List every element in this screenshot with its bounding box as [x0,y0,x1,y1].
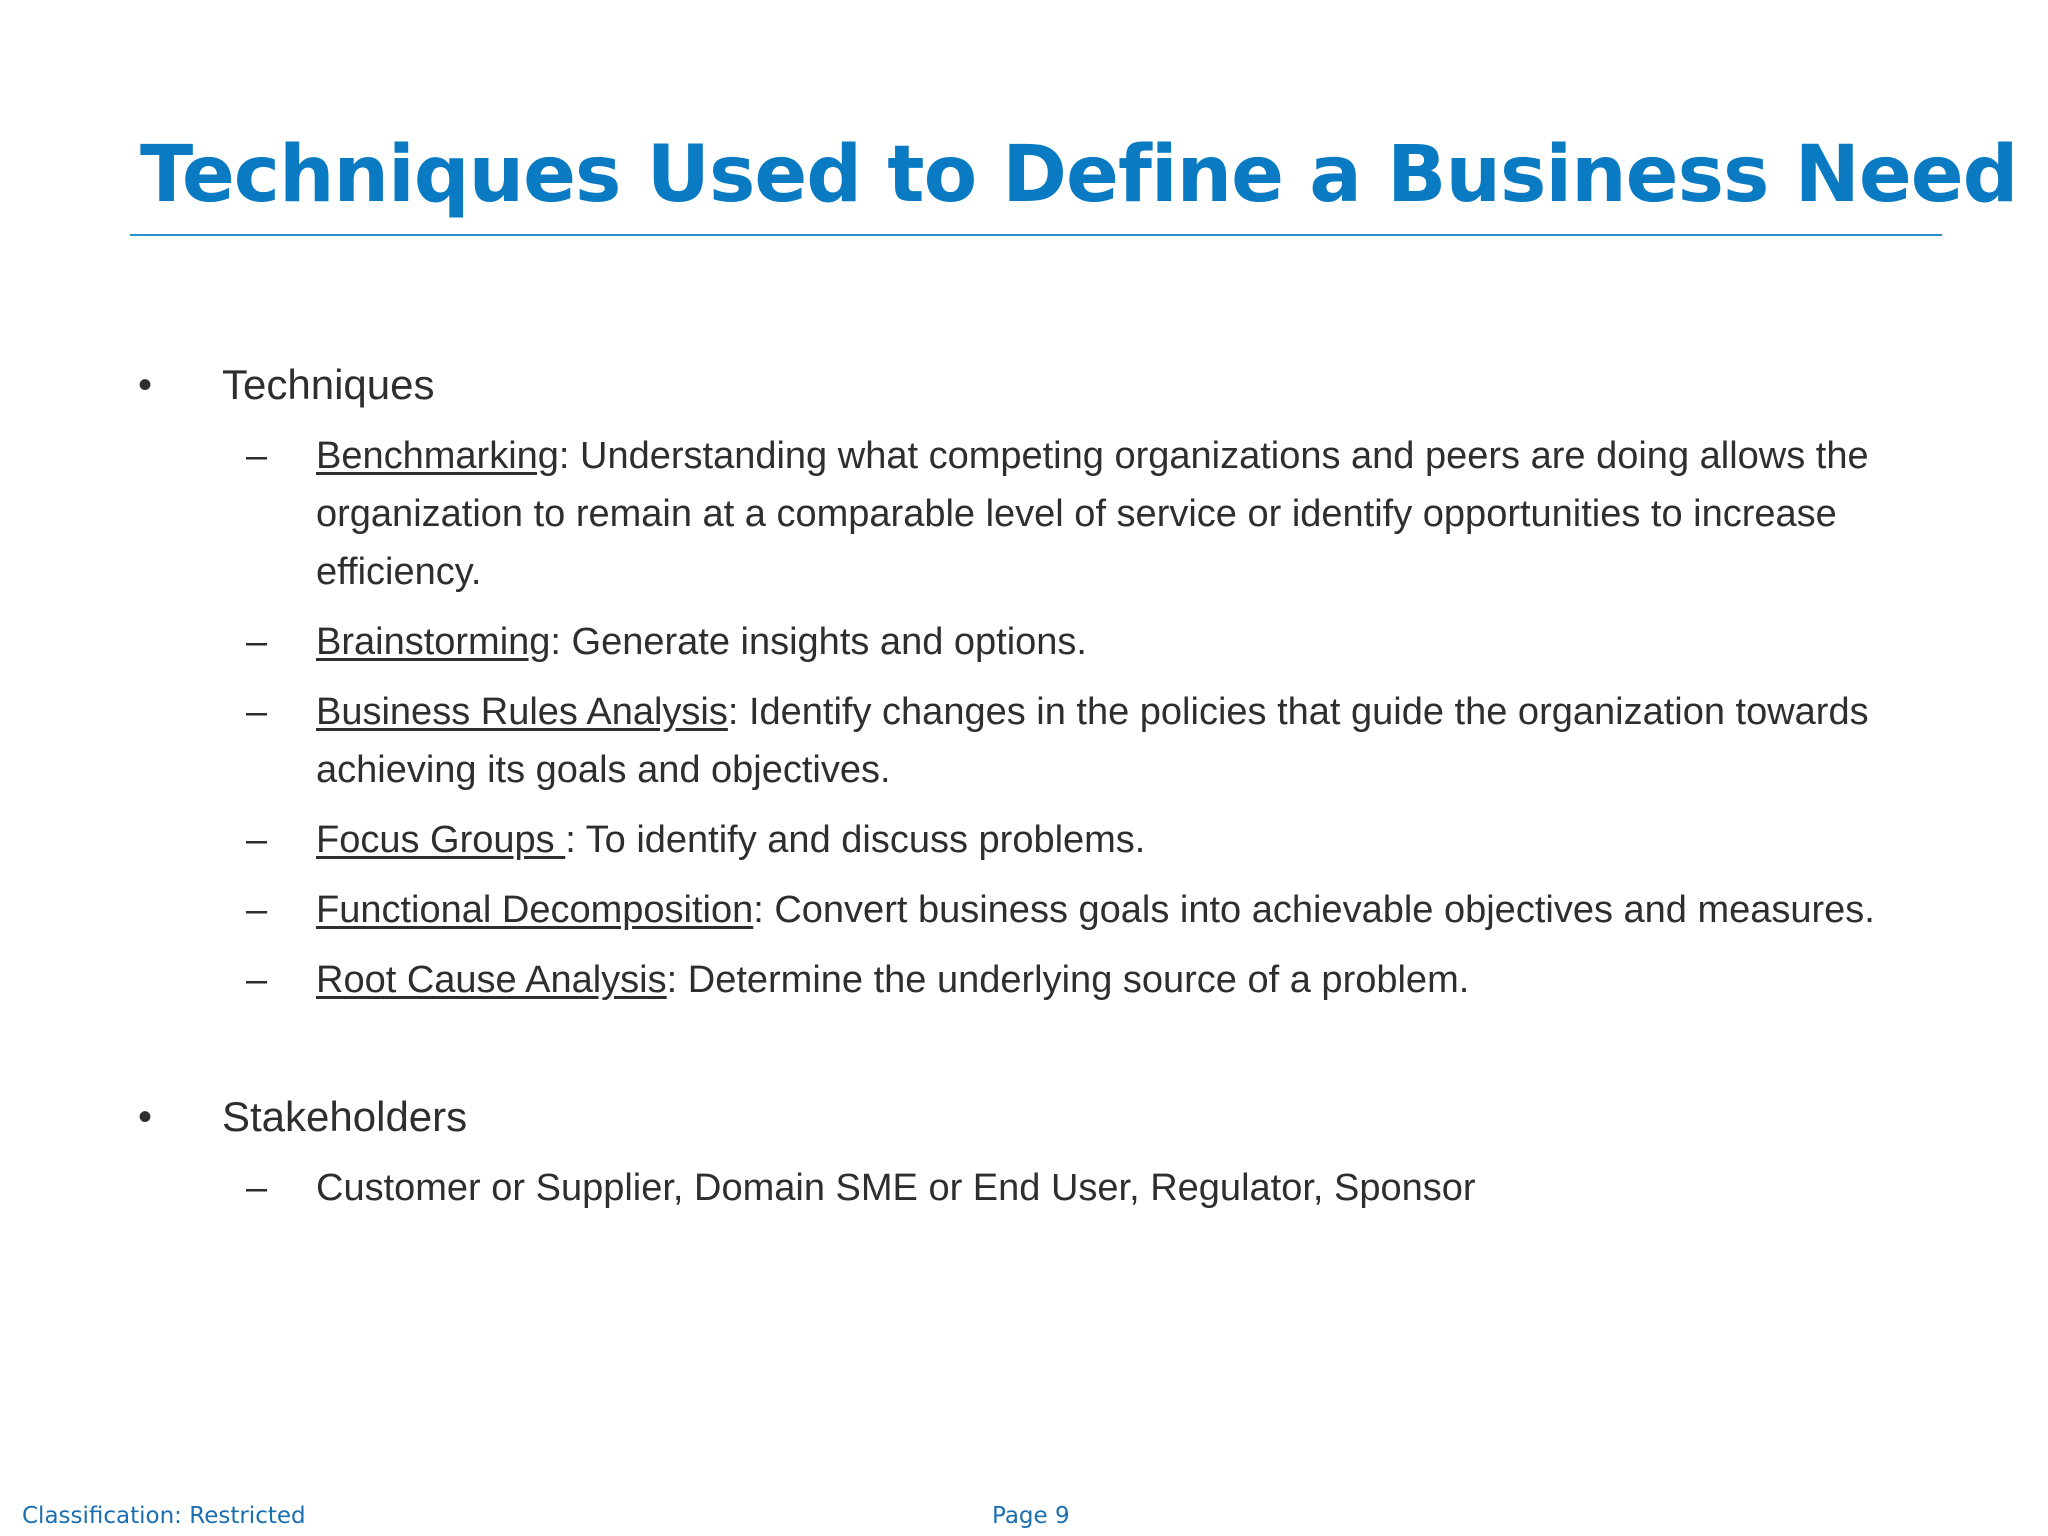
term-description: : Generate insights and options. [550,621,1087,663]
term-description: : Identify changes in the policies that guide the organization towards achieving its goals and objectives. [316,691,1869,791]
slide-title: Techniques Used to Define a Business Need [140,130,2018,220]
dash-icon: – [246,959,268,1001]
list-item [0,613,2048,671]
term-label: Root Cause Analysis [316,959,667,1001]
term-description: : Determine the underlying source of a problem. [666,959,1470,1001]
term-label: Focus Groups [316,819,566,861]
list-item [0,881,2048,939]
bullet-stakeholders [0,1087,2048,1147]
list-item [0,683,2048,799]
term-description: : Understanding what competing organizations and peers are doing allows the organization to remain at a comparable level of service or identify opportunities to increase efficiency. [316,435,1869,593]
slide-body [0,355,2048,1229]
techniques-list [0,427,2048,1009]
term-label: Functional Decomposition [316,889,754,931]
dash-icon: – [246,621,268,663]
bullet-heading: Stakeholders [222,1093,468,1140]
list-item [0,811,2048,869]
term-description: : To identify and discuss problems. [565,819,1146,861]
classification-label: Classification: Restricted [22,1503,306,1529]
term-label: Benchmarking [316,435,559,477]
term-label: Business Rules Analysis [316,691,728,733]
term-label: Brainstorming [316,621,551,663]
list-item [0,427,2048,601]
dash-icon: – [246,819,268,861]
bullet-heading: Techniques [222,361,435,408]
page-number: Page 9 [992,1503,1070,1529]
dash-icon: – [246,1167,268,1209]
bullet-dot-icon: • [138,363,153,407]
dash-icon: – [246,435,268,477]
stakeholders-list [0,1159,2048,1217]
bullet-techniques [0,355,2048,415]
list-item [0,951,2048,1009]
dash-icon: – [246,691,268,733]
dash-icon: – [246,889,268,931]
stakeholder-description: Customer or Supplier, Domain SME or End User, Regulator, Sponsor [316,1167,1476,1209]
term-description: : Convert business goals into achievable objectives and measures. [753,889,1875,931]
list-item [0,1159,2048,1217]
title-divider [130,234,1942,236]
bullet-dot-icon: • [138,1095,153,1139]
